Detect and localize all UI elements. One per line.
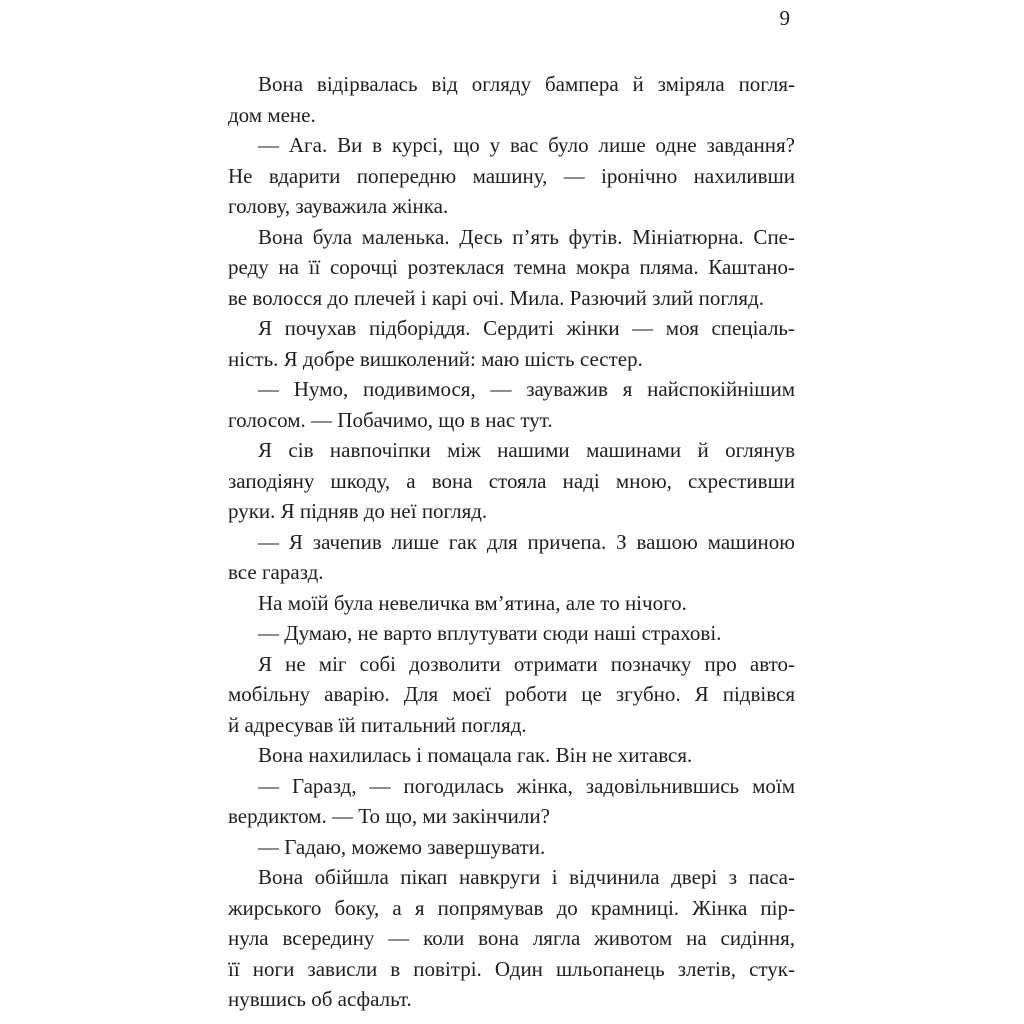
text-line: ве волосся до плечей і карі очі. Мила. Разючий злий погляд. — [228, 285, 765, 310]
text-line: жирського боку, а я попрямував до крамниці. Жінка пір- — [228, 895, 795, 920]
text-line: її ноги зависли в повітрі. Один шльопанець злетів, стук- — [228, 956, 795, 981]
paragraph — [228, 527, 795, 588]
paragraph — [228, 771, 795, 832]
text-line: голову, зауважила жінка. — [228, 194, 449, 218]
paragraph — [228, 832, 795, 863]
paragraph — [228, 69, 795, 130]
text-line: — Гадаю, можемо завершувати. — [258, 834, 546, 859]
paragraph — [228, 222, 795, 314]
paragraph — [228, 618, 795, 649]
paragraph — [228, 435, 795, 527]
text-line: — Ага. Ви в курсі, що у вас було лише одне завдання? — [258, 133, 795, 157]
page-text-block — [228, 69, 795, 1015]
text-line: Вона відірвалась від огляду бампера й зміряла погля- — [258, 72, 795, 96]
text-line: мобільну аварію. Для моєї роботи це згубно. Я підвівся — [228, 682, 795, 706]
text-line: нула всередину — коли вона лягла животом на сидіння, — [228, 926, 795, 950]
text-line: — Гаразд, — погодилась жінка, задовільнившись моїм — [258, 773, 795, 798]
text-line: Не вдарити попередню машину, — іронічно нахиливши — [228, 163, 795, 188]
text-line: — Нумо, подивимося, — зауважив я найспокійнішим — [258, 377, 795, 401]
text-line: вердиктом. — То що, ми закінчили? — [228, 804, 550, 828]
text-line: все гаразд. — [228, 560, 324, 584]
text-line: На моїй була невеличка вм’ятина, але то нічого. — [258, 590, 687, 615]
paragraph — [228, 374, 795, 435]
paragraph — [228, 588, 795, 619]
text-line: Я почухав підборіддя. Сердиті жінки — моя спеціаль- — [258, 316, 795, 340]
text-line: руки. Я підняв до неї погляд. — [228, 499, 488, 523]
text-line: Вона була маленька. Десь п’ять футів. Мініатюрна. Спе- — [258, 224, 795, 249]
text-line: дом мене. — [228, 102, 316, 127]
paragraph — [228, 740, 795, 771]
text-line: й адресував їй питальний погляд. — [228, 712, 527, 737]
paragraph — [228, 649, 795, 741]
text-line: голосом. — Побачимо, що в нас тут. — [228, 407, 553, 432]
text-line: Вона обійшла пікап навкруги і відчинила двері з паса- — [258, 865, 795, 889]
text-line: — Думаю, не варто вплутувати сюди наші страхові. — [258, 621, 722, 645]
text-line: Я сів навпочіпки між нашими машинами й оглянув — [258, 438, 795, 462]
text-line: нувшись об асфальт. — [228, 987, 412, 1011]
text-line: ність. Я добре вишколений: маю шість сестер. — [228, 346, 643, 371]
text-line: Вона нахилилась і помацала гак. Він не хитався. — [258, 743, 693, 767]
text-line: — Я зачепив лише гак для причепа. З вашою машиною — [258, 529, 795, 554]
paragraph — [228, 130, 795, 222]
text-line: реду на її сорочці розтеклася темна мокра пляма. Каштано- — [228, 255, 795, 279]
paragraph — [228, 313, 795, 374]
paragraph — [228, 862, 795, 1015]
text-line: Я не міг собі дозволити отримати позначку про авто- — [258, 651, 795, 676]
page-number: 9 — [779, 6, 790, 30]
text-line: заподіяну шкоду, а вона стояла наді мною, схрестивши — [228, 468, 795, 493]
